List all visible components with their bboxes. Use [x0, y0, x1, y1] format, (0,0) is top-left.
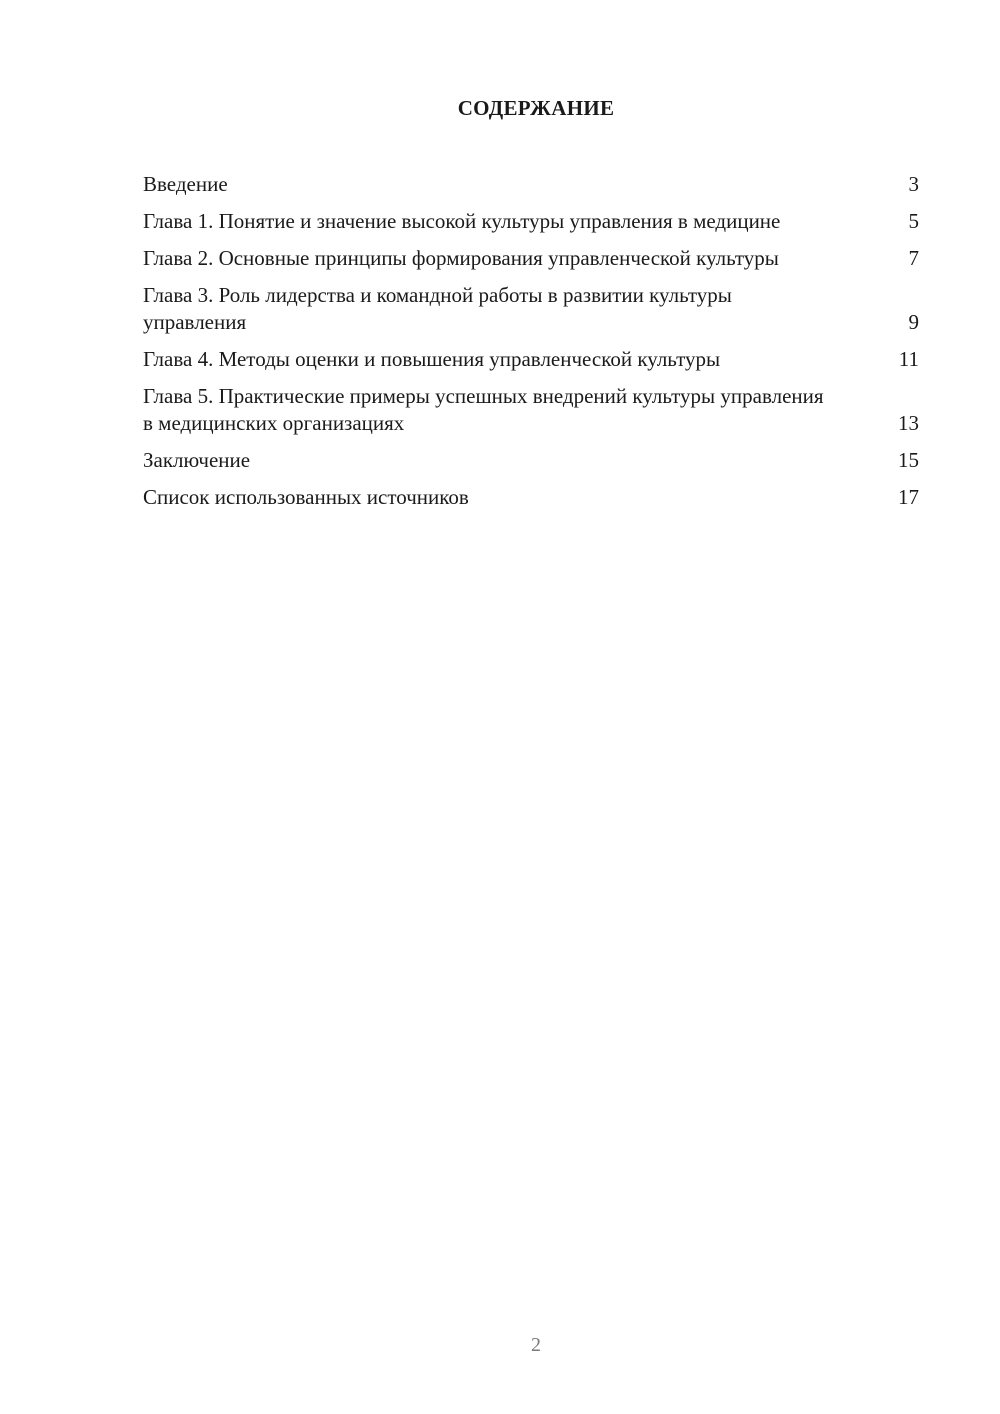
- toc-entry-title: Глава 4. Методы оценки и повышения управленческой культуры: [143, 347, 721, 371]
- toc-entry-title: Глава 5. Практические примеры успешных внедрений культуры управления в медицинских организациях: [143, 384, 824, 435]
- toc-entry-chapter-3: [143, 282, 919, 336]
- toc-entry-chapter-1: [143, 208, 919, 235]
- toc-entry-title: Введение: [143, 172, 228, 196]
- toc-entry-conclusion: [143, 447, 919, 474]
- toc-entry-chapter-4: [143, 346, 919, 373]
- toc-entry-page: 11: [898, 347, 919, 371]
- toc-entry-page: 9: [908, 310, 919, 334]
- toc-entry-introduction: [143, 171, 919, 198]
- toc-entry-title: Заключение: [143, 448, 251, 472]
- table-of-contents: [143, 171, 919, 521]
- toc-entry-page: 7: [908, 246, 919, 270]
- toc-entry-title: Список использованных источников: [143, 485, 469, 509]
- toc-entry-page: 3: [908, 172, 919, 196]
- toc-entry-page: 15: [898, 448, 919, 472]
- toc-entry-references: [143, 484, 919, 511]
- toc-entry-chapter-5: [143, 383, 919, 437]
- toc-entry-title: Глава 1. Понятие и значение высокой культуры управления в медицине: [143, 209, 781, 233]
- page-number: 2: [531, 1334, 541, 1356]
- page-title: СОДЕРЖАНИЕ: [457, 96, 615, 120]
- toc-entry-page: 13: [898, 411, 919, 435]
- toc-entry-page: 17: [898, 485, 919, 509]
- toc-entry-title: Глава 3. Роль лидерства и командной работы в развитии культуры управления: [143, 283, 732, 334]
- toc-entry-page: 5: [908, 209, 919, 233]
- toc-entry-title: Глава 2. Основные принципы формирования управленческой культуры: [143, 246, 779, 270]
- toc-entry-chapter-2: [143, 245, 919, 272]
